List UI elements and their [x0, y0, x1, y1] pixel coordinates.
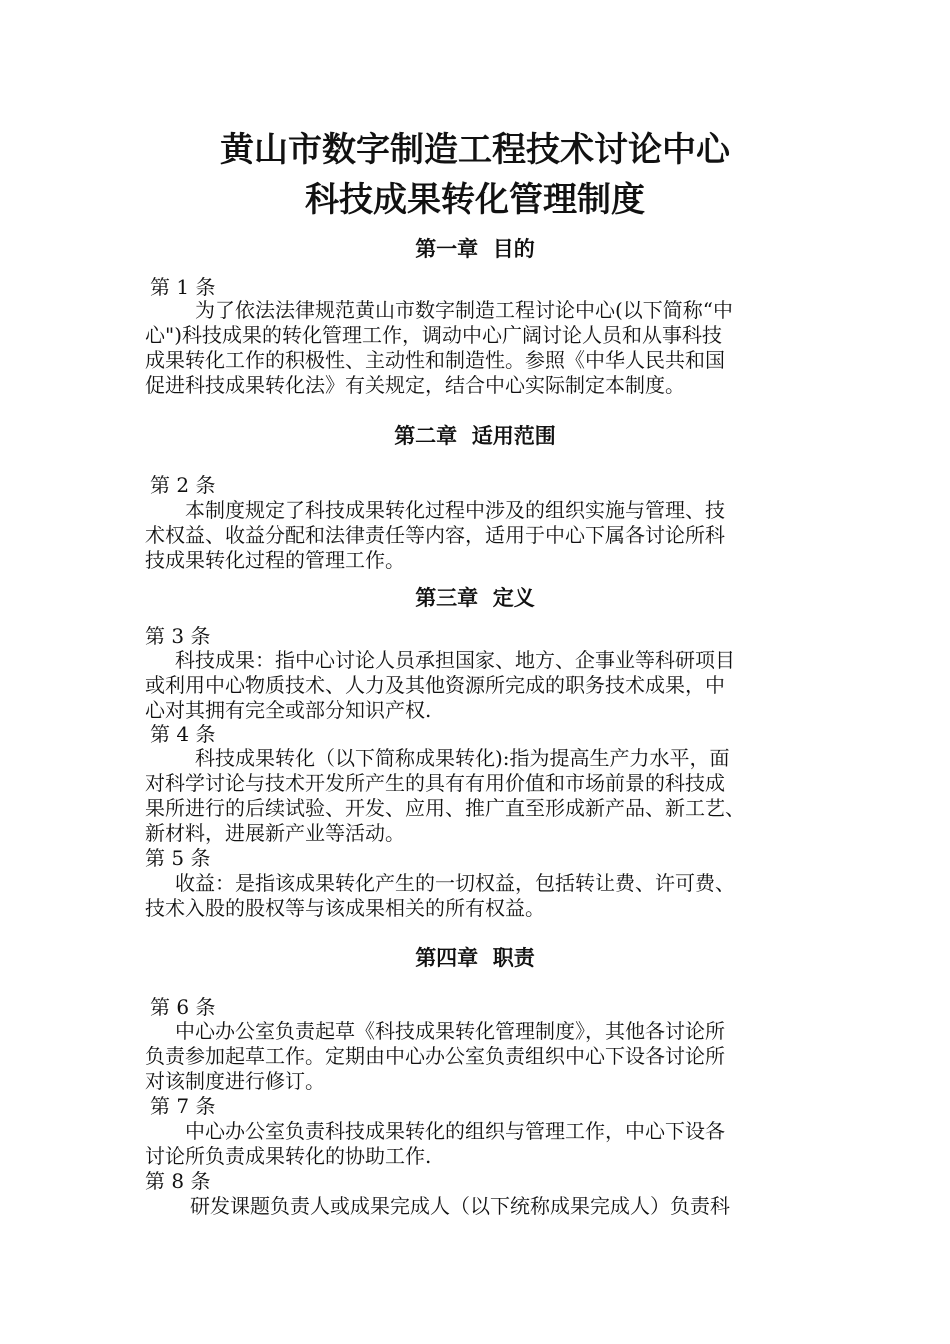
document-title-line-1: 黄山市数字制造工程技术讨论中心 [220, 130, 730, 170]
article-1-label: 第 1 条 [150, 275, 216, 299]
article-1-line: 成果转化工作的积极性、主动性和制造性。参照《中华人民共和国 [145, 348, 725, 372]
chapter-1-heading: 第一章 目的 [415, 237, 535, 261]
article-6-line: 中心办公室负责起草《科技成果转化管理制度》，其他各讨论所 [175, 1019, 725, 1043]
article-1-line: 为了依法法律规范黄山市数字制造工程讨论中心(以下简称“中 [195, 298, 734, 322]
document-title-line-2: 科技成果转化管理制度 [305, 180, 645, 220]
chapter-2-heading: 第二章 适用范围 [394, 424, 556, 448]
article-2-label: 第 2 条 [150, 473, 216, 497]
article-3-line: 科技成果：指中心讨论人员承担国家、地方、企事业等科研项目 [175, 648, 735, 672]
article-5-line: 技术入股的股权等与该成果相关的所有权益。 [145, 896, 545, 920]
article-2-line: 术权益、收益分配和法律责任等内容，适用于中心下属各讨论所科 [145, 523, 725, 547]
article-7-label: 第 7 条 [150, 1094, 216, 1118]
article-8-line: 研发课题负责人或成果完成人（以下统称成果完成人）负责科 [190, 1194, 730, 1218]
article-6-line: 对该制度进行修订。 [145, 1069, 325, 1093]
article-5-line: 收益：是指该成果转化产生的一切权益，包括转让费、许可费、 [175, 871, 735, 895]
article-4-line: 对科学讨论与技术开发所产生的具有有用价值和市场前景的科技成 [145, 771, 725, 795]
article-7-line: 中心办公室负责科技成果转化的组织与管理工作，中心下设各 [185, 1119, 725, 1143]
article-1-line: 促进科技成果转化法》有关规定，结合中心实际制定本制度。 [145, 373, 685, 397]
article-4-line: 科技成果转化（以下简称成果转化):指为提高生产力水平，面 [195, 746, 730, 770]
article-1-line: 心")科技成果的转化管理工作，调动中心广阔讨论人员和从事科技 [145, 323, 723, 347]
article-4-line: 果所进行的后续试验、开发、应用、推广直至形成新产品、新工艺、 [145, 796, 745, 820]
article-6-label: 第 6 条 [150, 995, 216, 1019]
article-2-line: 本制度规定了科技成果转化过程中涉及的组织实施与管理、技 [185, 498, 725, 522]
article-5-label: 第 5 条 [145, 846, 211, 870]
article-2-line: 技成果转化过程的管理工作。 [145, 548, 405, 572]
article-7-line: 讨论所负责成果转化的协助工作. [145, 1144, 432, 1168]
chapter-3-heading: 第三章 定义 [415, 586, 535, 610]
article-4-line: 新材料，进展新产业等活动。 [145, 821, 405, 845]
article-3-label: 第 3 条 [145, 624, 211, 648]
chapter-4-heading: 第四章 职责 [415, 946, 535, 970]
article-3-line: 心对其拥有完全或部分知识产权. [145, 698, 432, 722]
article-8-label: 第 8 条 [145, 1169, 211, 1193]
article-3-line: 或利用中心物质技术、人力及其他资源所完成的职务技术成果，中 [145, 673, 725, 697]
article-6-line: 负责参加起草工作。定期由中心办公室负责组织中心下设各讨论所 [145, 1044, 725, 1068]
article-4-label: 第 4 条 [150, 722, 216, 746]
